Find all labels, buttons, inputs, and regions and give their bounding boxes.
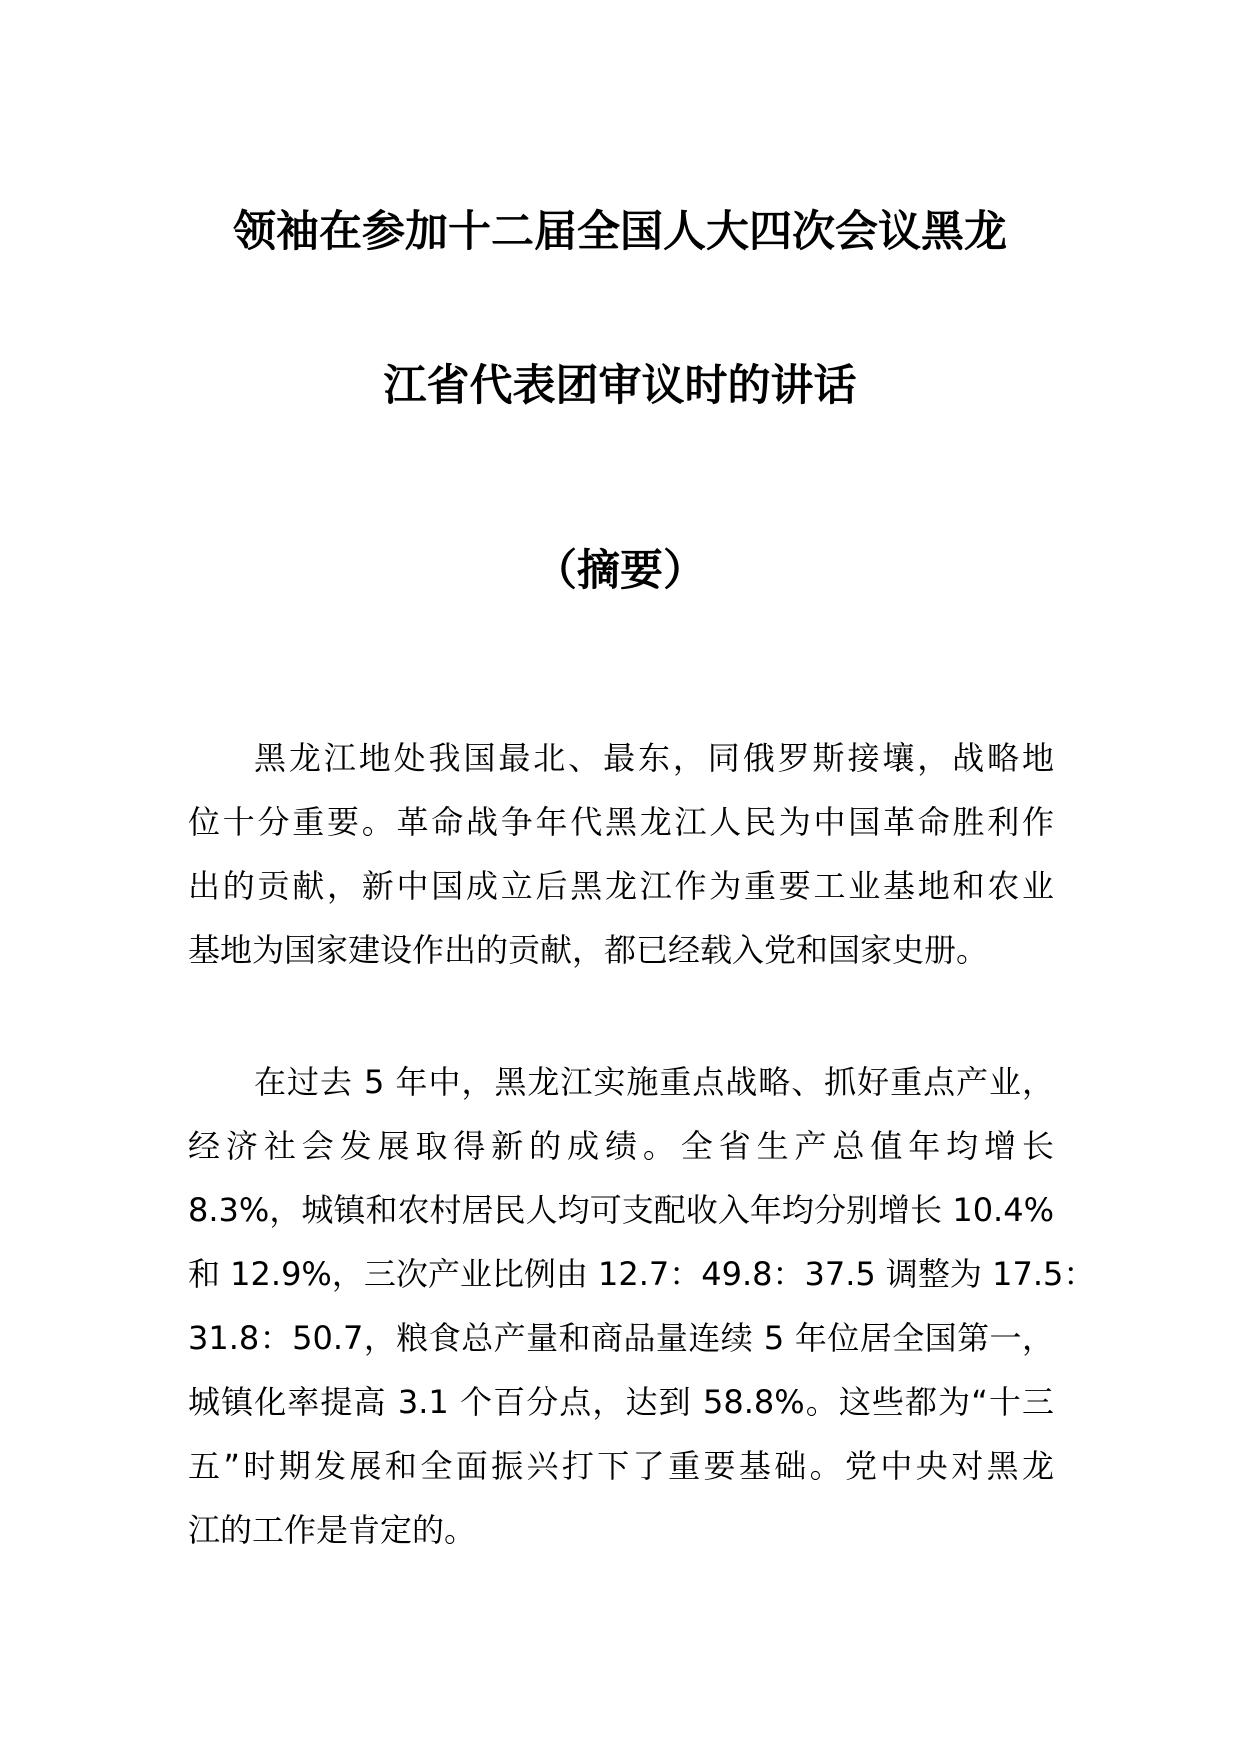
- paragraph-line: 基地为国家建设作出的贡献，都已经载入党和国家史册。: [188, 931, 989, 969]
- title-line: 领袖在参加十二届全国人大四次会议黑龙: [233, 207, 1007, 257]
- paragraph-line: 黑龙江地处我国最北、最东，同俄罗斯接壤，战略地: [254, 739, 1054, 777]
- paragraph-line: 江的工作是肯定的。: [188, 1511, 477, 1549]
- title-line: 江省代表团审议时的讲话: [383, 361, 857, 411]
- paragraph-line: 五”时期发展和全面振兴打下了重要基础。党中央对黑龙: [188, 1447, 1054, 1485]
- paragraph-line: 和 12.9%，三次产业比例由 12.7：49.8：37.5 调整为 17.5：: [188, 1255, 1096, 1293]
- paragraph-line: 城镇化率提高 3.1 个百分点，达到 58.8%。这些都为“十三: [188, 1383, 1054, 1421]
- paragraph-line: 经济社会发展取得新的成绩。全省生产总值年均增长: [188, 1127, 1054, 1165]
- paragraph: [188, 1050, 1096, 1562]
- paragraph-line: 位十分重要。革命战争年代黑龙江人民为中国革命胜利作: [188, 803, 1054, 841]
- paragraph-line: 31.8：50.7，粮食总产量和商品量连续 5 年位居全国第一，: [188, 1319, 1054, 1357]
- document-subtitle: （摘要）: [534, 546, 706, 596]
- paragraph: [188, 726, 1054, 982]
- paragraph-line: 8.3%，城镇和农村居民人均可支配收入年均分别增长 10.4%: [188, 1191, 1054, 1229]
- paragraph-line: 在过去 5 年中，黑龙江实施重点战略、抓好重点产业，: [254, 1063, 1054, 1101]
- paragraph-line: 出的贡献，新中国成立后黑龙江作为重要工业基地和农业: [188, 867, 1054, 905]
